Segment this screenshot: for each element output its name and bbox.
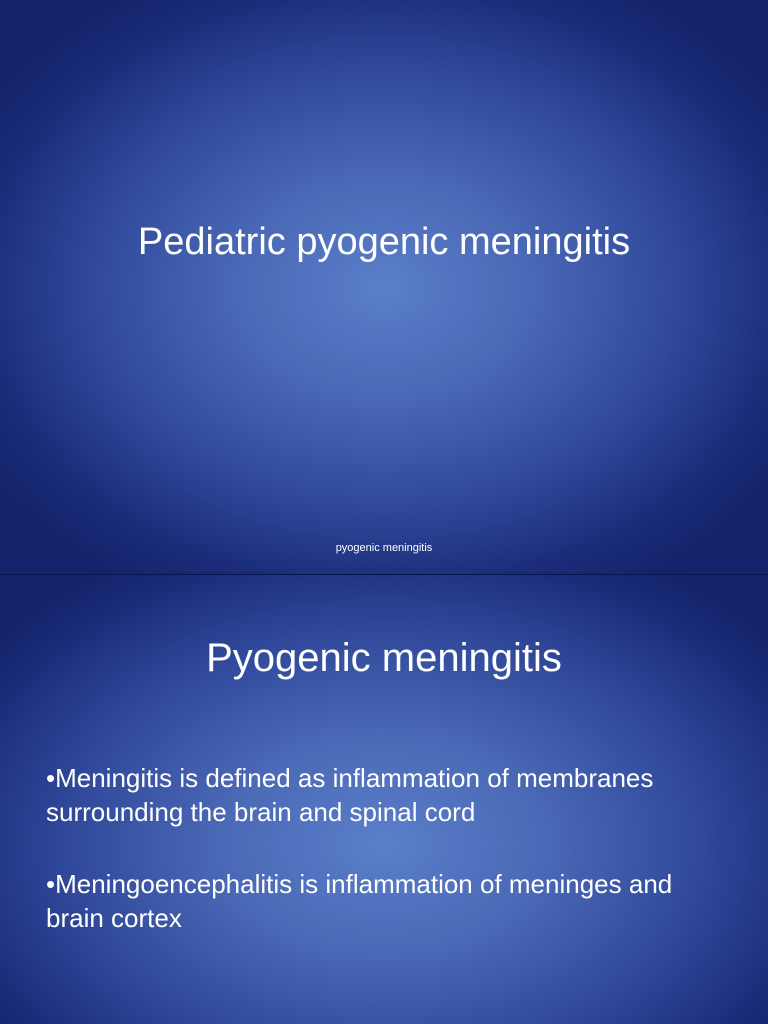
bullet-item: •Meningoencephalitis is inflammation of meninges and brain cortex bbox=[46, 869, 673, 933]
slide-2 bbox=[0, 575, 768, 1024]
slide-2-title: Pyogenic meningitis bbox=[206, 636, 562, 680]
slide-1-footer: pyogenic meningitis bbox=[335, 542, 433, 554]
slide-1-title: Pediatric pyogenic meningitis bbox=[137, 221, 631, 263]
slide-2-bullet-list bbox=[46, 761, 736, 973]
bullet-item: •Meningitis is defined as inflammation of membranes surrounding the brain and spinal cord bbox=[46, 763, 654, 827]
